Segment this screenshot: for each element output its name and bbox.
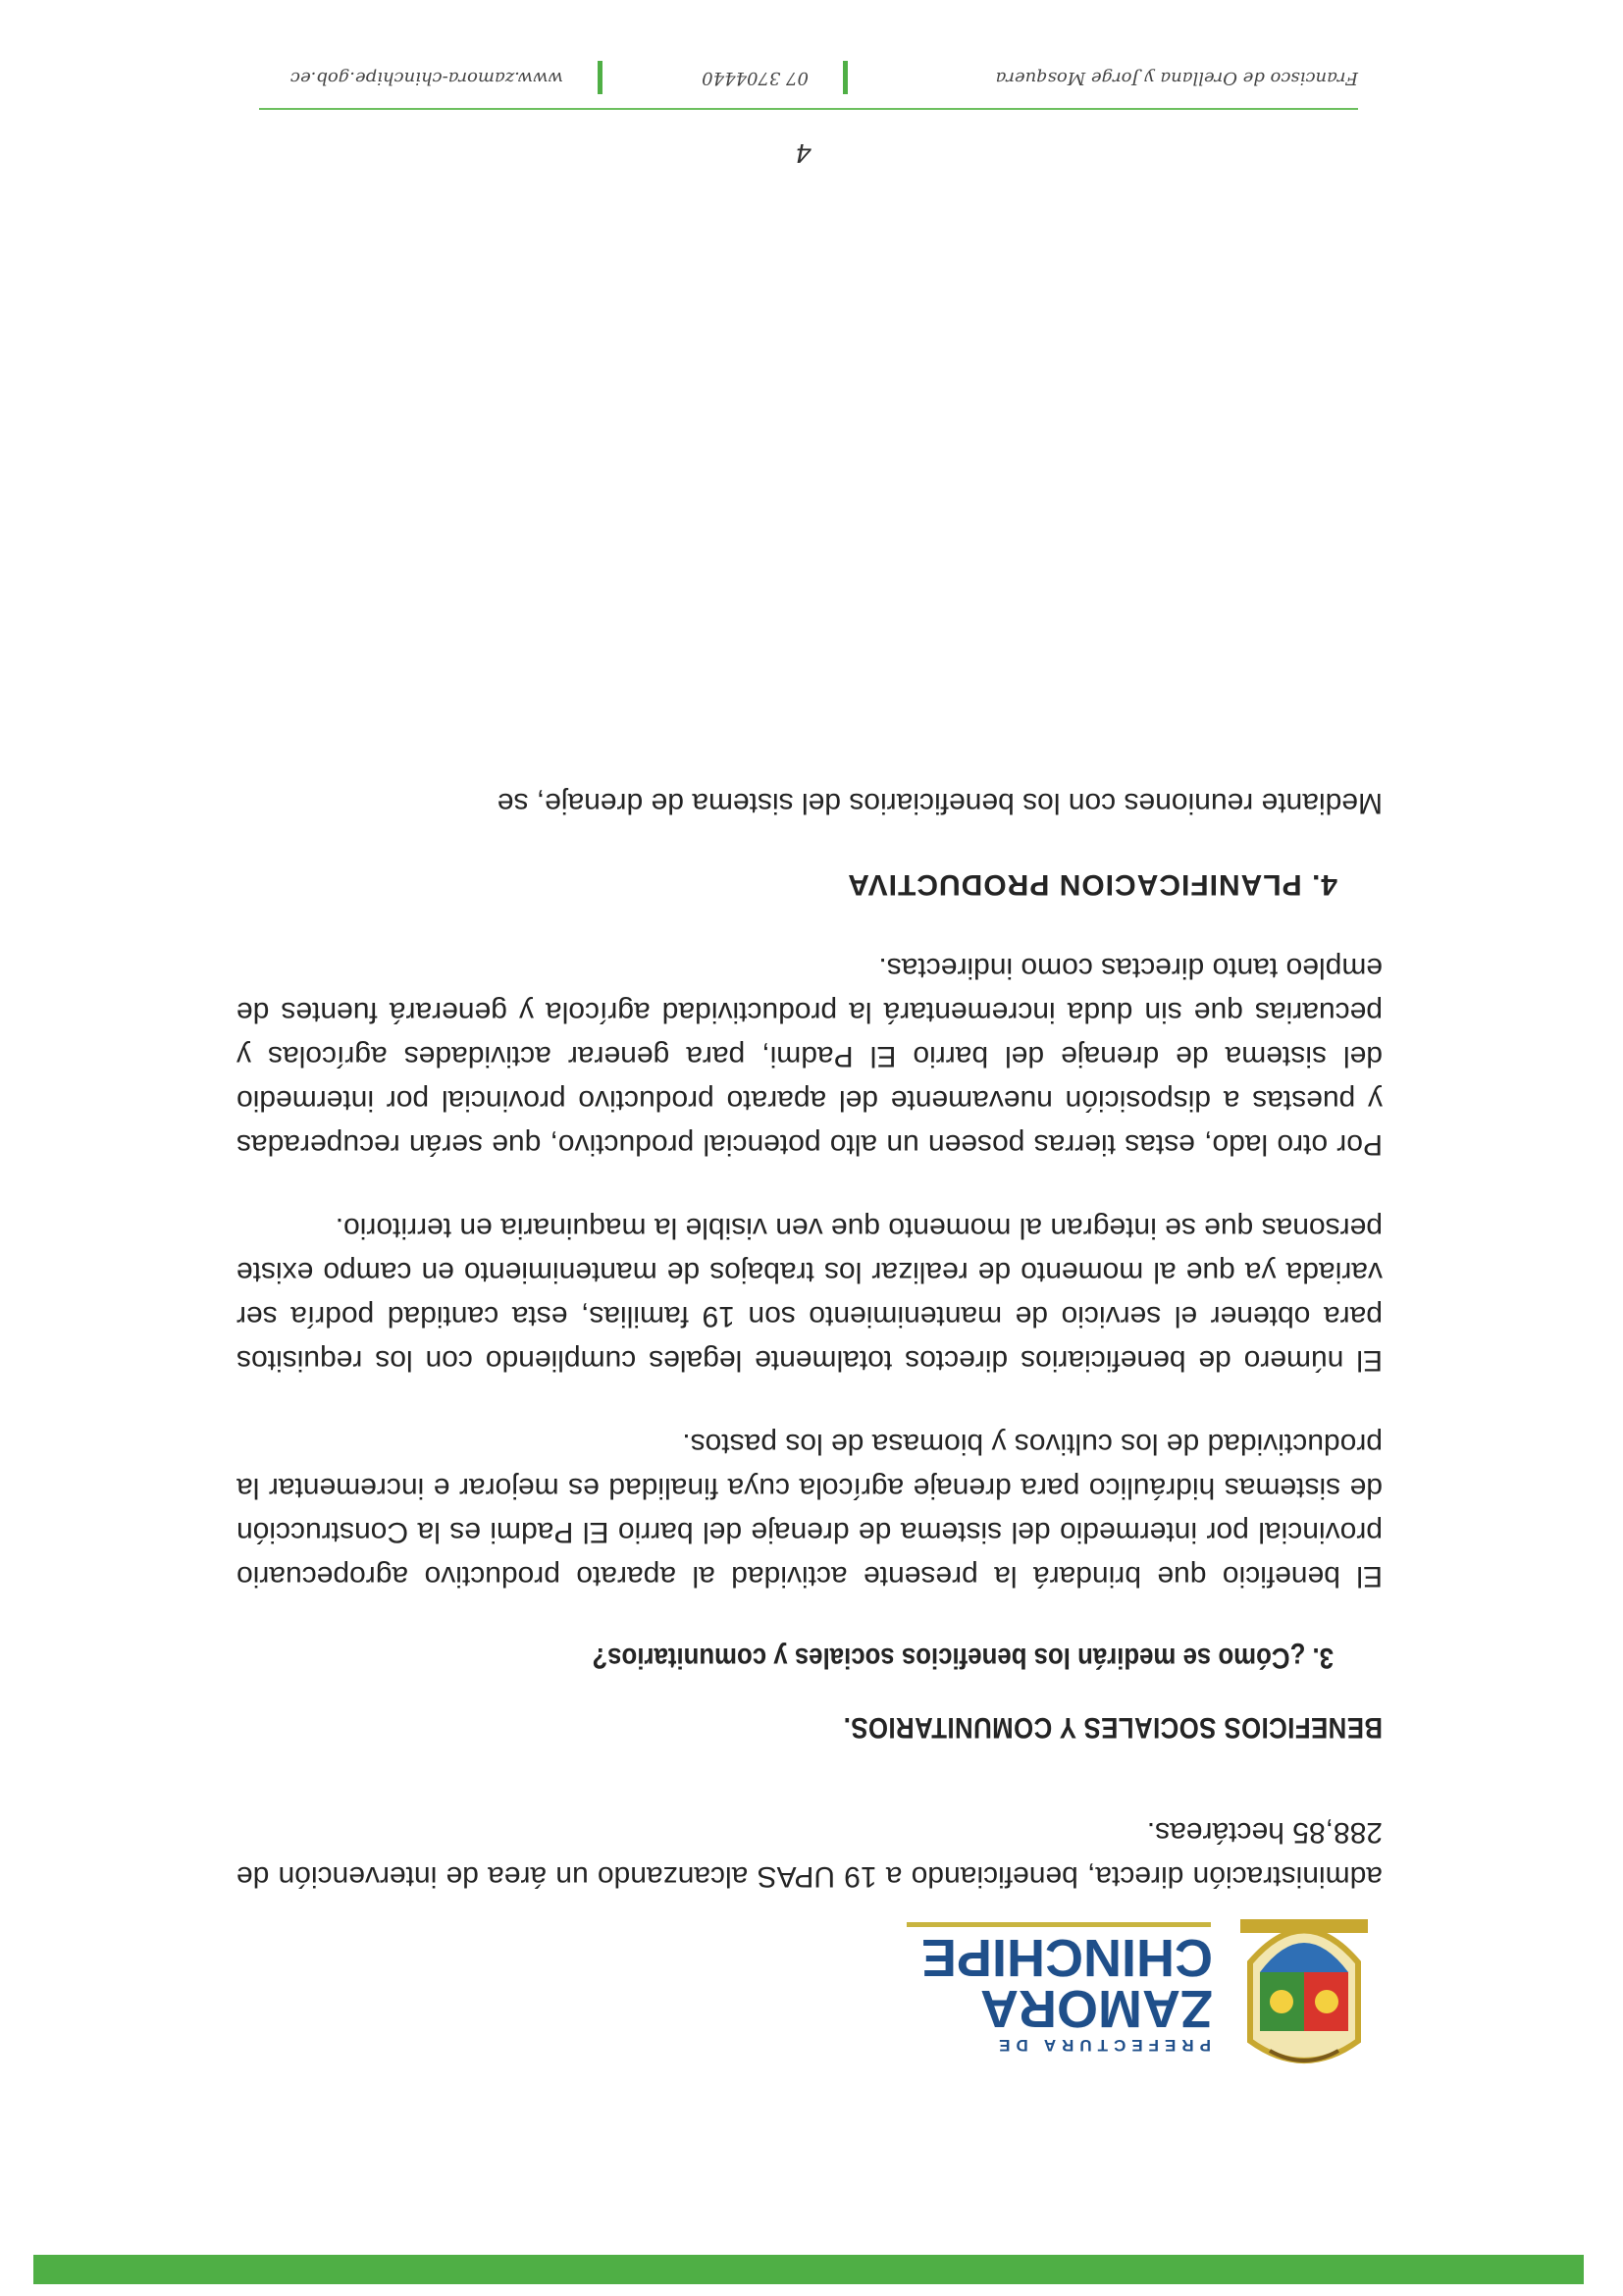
document-body (236, 781, 1383, 1899)
footer-website: www.zamora-chinchipe.gob.ec (289, 68, 563, 88)
paragraph-benefit: El beneficio que brindará la presente actividad al aparato productivo agropecuario provincial por intermedio del sistema de drenaje del barrio El Padmi es la Construcción de sistemas hidráulico para drenaje agrícola cuya finalidad es mejorar e incrementar la productividad de los cultivos y biomasa de los pastos. (236, 1428, 1383, 1592)
footer (259, 59, 1358, 98)
footer-divider (259, 108, 1358, 110)
logo-zamora-text: ZAMORA (980, 1979, 1213, 2038)
prefectura-logo (828, 1894, 1378, 2080)
paragraph-continued: administración directa, beneficiando a 19 UPAS alcanzando un área de intervención de 288,85 hectáreas. (236, 1816, 1383, 1893)
footer-phone: 07 3704440 (702, 68, 809, 88)
logo-prefectura-text: PREFECTURA DE (993, 2036, 1211, 2055)
footer-address: Francisco de Orellana y Jorge Mosquera (995, 68, 1358, 88)
paragraph-meetings: Mediante reuniones con los beneficiarios del sistema de drenaje, se (497, 787, 1383, 819)
heading-4-planning: 4. PLANIFICACION PRODUCTIVA (847, 868, 1337, 901)
header-green-band (33, 2255, 1584, 2284)
logo-chinchipe-text: CHINCHIPE (920, 1928, 1213, 1987)
logo-underline (907, 1922, 1211, 1927)
paragraph-potential: Por otro lado, estas tierras poseen un alto potencial productivo, que serán recuperadas y puestas a disposición nuevamente del aparato productivo provincial por intermedio del sistema de drenaje del barrio El Padmi, para generar actividades agrícolas y pecuarias que sin duda incrementará la productividad agrícola y generará fuentes de empleo tanto directas como indirectas. (236, 952, 1383, 1161)
coat-of-arms-icon (1230, 1894, 1378, 2080)
page-number: 4 (796, 138, 812, 169)
footer-separator (843, 61, 848, 94)
footer-separator (598, 61, 602, 94)
section-heading-benefits: BENEFICIOS SOCIALES Y COMUNITARIOS. (843, 1711, 1383, 1744)
question-3-heading: 3. ¿Cómo se medirán los beneficios sociales y comunitarios? (592, 1642, 1334, 1674)
paragraph-beneficiaries: El número de beneficiarios directos totalmente legales cumpliendo con los requisitos para obtener el servicio de mantenimiento son 19 familias, esta cantidad podría ser variada ya que al momento de realizar los trabajos de mantenimiento en campo existe personas que se integran al momento que ven visible la maquinaria en territorio. (236, 1212, 1383, 1377)
